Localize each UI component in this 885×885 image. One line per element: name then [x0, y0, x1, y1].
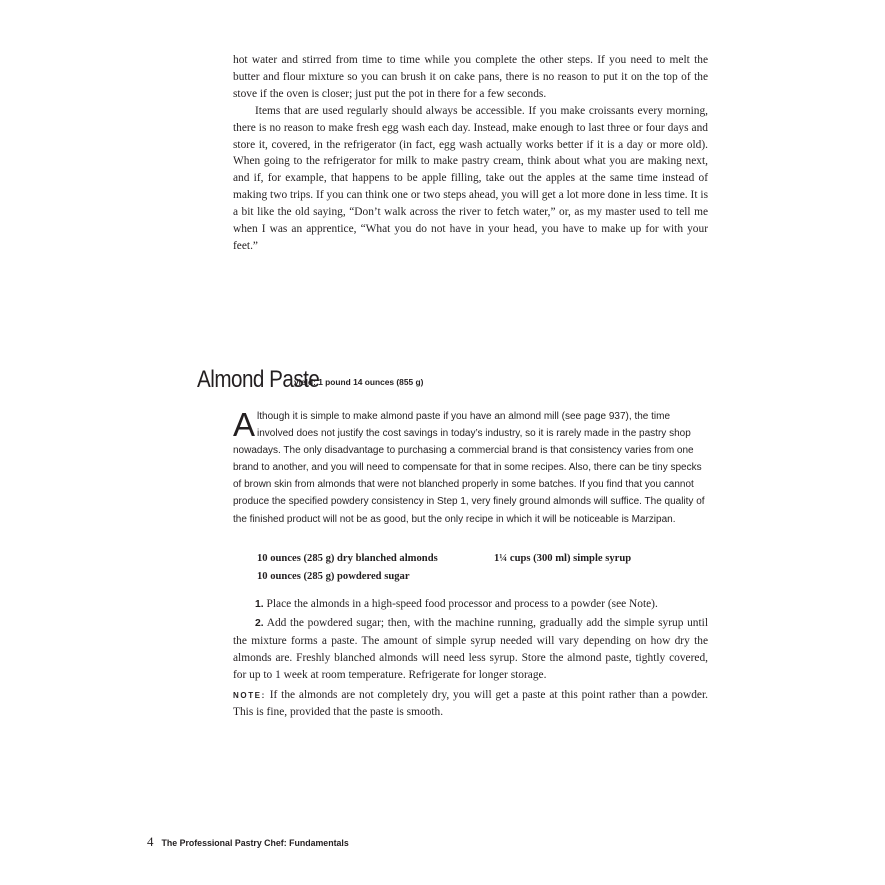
- ingredient-item: 1¼ cups (300 ml) simple syrup: [494, 553, 632, 564]
- running-title: The Professional Pastry Chef: Fundamentals: [161, 838, 349, 848]
- step-number: 1.: [255, 599, 264, 610]
- recipe-headnote: [233, 408, 708, 528]
- method-step: [233, 596, 708, 614]
- intro-text: [233, 52, 708, 255]
- drop-cap: A: [233, 406, 256, 443]
- recipe-method: [233, 596, 708, 721]
- note-text: If the almonds are not completely dry, you will get a paste at this point rather than a powder. This is fine, provided that the paste is smooth.: [233, 688, 708, 719]
- step-text: Add the powdered sugar; then, with the machine running, gradually add the simple syrup until the mixture forms a paste. The amount of simple syrup needed will vary depending on how dry the almonds are. Freshly blanched almonds will need less syrup. Store the almond paste, tightly covered, for up to 1 week at room temperature. Refrigerate for longer storage.: [233, 616, 709, 681]
- recipe-yield: yield: 1 pound 14 ounces (855 g): [294, 377, 424, 387]
- note-label: NOTE:: [233, 690, 266, 700]
- page-footer: [147, 833, 349, 851]
- ingredient-column-left: [257, 550, 487, 585]
- ingredient-column-right: [494, 550, 704, 568]
- step-number: 2.: [255, 617, 264, 629]
- intro-paragraph: Items that are used regularly should always be accessible. If you make croissants every morning, there is no reason to make fresh egg wash each day. Instead, make enough to last three or four days and store it, covered, in the refrigerator (in fact, egg wash actually works better if it is a day or more old). When going to the refrigerator for milk to make pastry cream, think about what you are making next, and if, for example, that happens to be apple filling, take out the apples at the same time instead of making two trips. If you can think one or two steps ahead, you will get a lot more done in less time. It is a bit like the old saying, “Don’t walk across the river to fetch water,” or, as my master used to tell me when I was an apprentice, “What you do not have in your head, you have to make up for with your feet.”: [233, 104, 708, 252]
- ingredient-item: 10 ounces (285 g) powdered sugar: [257, 570, 410, 582]
- recipe-title: Almond Paste: [197, 366, 320, 393]
- page-number: 4: [147, 834, 154, 849]
- recipe-note: [233, 687, 708, 722]
- recipe-heading: [197, 366, 423, 394]
- headnote-text: lthough it is simple to make almond paste if you have an almond mill (see page 937), the time involved does not justify the cost savings in today’s industry, so it is rarely made in the pastry shop nowadays. The only disadvantage to purchasing a commercial brand is that consistency varies from one brand to another, and you will need to compensate for that in some recipes. Also, there can be tiny specks of brown skin from almonds that were not blanched properly in some batches. If you find that you cannot produce the specified powdery consistency in Step 1, very finely ground almonds will suffice. The quality of the finished product will not be as good, but the only recipe in which it will be noticeable is Marzipan.: [233, 411, 705, 525]
- step-text: Place the almonds in a high-speed food processor and process to a powder (see Note).: [266, 598, 658, 610]
- method-step: [233, 615, 708, 684]
- ingredient-item: 10 ounces (285 g) dry blanched almonds: [257, 553, 438, 564]
- intro-paragraph: hot water and stirred from time to time while you complete the other steps. If you need to melt the butter and flour mixture so you can brush it on cake pans, there is no reason to put it on the top of the stove if the oven is closer; just put the pot in there for a few seconds.: [233, 54, 708, 100]
